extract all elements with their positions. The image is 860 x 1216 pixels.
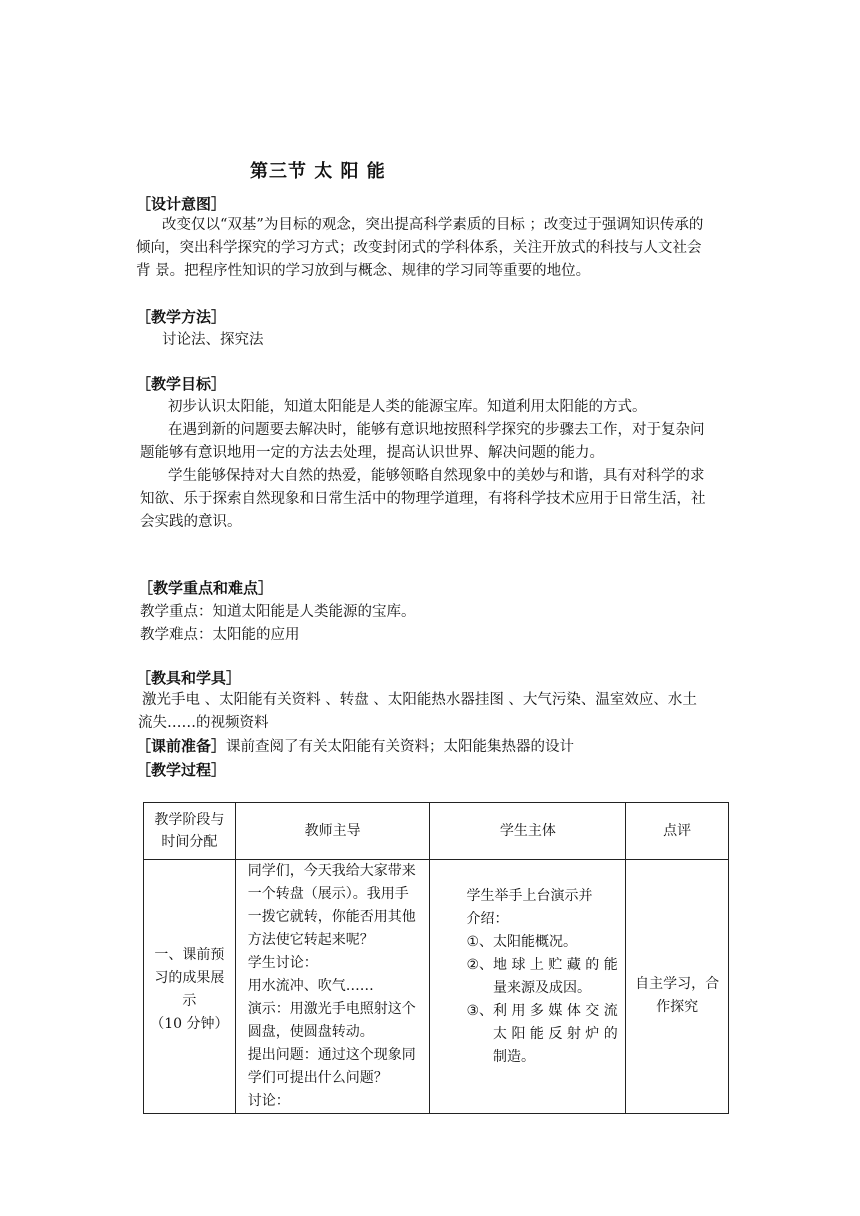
tools-line: 激光手电 、太阳能有关资料 、转盘 、太阳能热水器挂图 、大气污染、温室效应、水土 <box>142 692 697 708</box>
header-comment: 点评 <box>626 803 729 860</box>
design-paragraph <box>136 214 703 283</box>
teacher-line: 同学们，今天我给大家带来 <box>247 863 416 879</box>
goals-heading: ［教学目标］ <box>136 375 227 393</box>
prep-text: 课前查阅了有关太阳能有关资料；太阳能集热器的设计 <box>226 739 575 755</box>
item-line: 、利 用 多 媒 体 交 流 <box>479 1003 618 1019</box>
student-intro: 学生举手上台演示并 <box>466 888 593 904</box>
goals-line: 在遇到新的问题要去解决时，能够有意识地按照科学探究的步骤去工作，对于复杂问 <box>168 422 705 438</box>
prep-heading: ［课前准备］ <box>136 737 227 755</box>
teacher-line: 圆盘，使圆盘转动。 <box>247 1024 374 1040</box>
comment-cell <box>626 860 729 1114</box>
teacher-line: 方法使它转起来呢？ <box>247 932 374 948</box>
goals-line: 题能够有意识地用一定的方法去处理，提高认识世界、解决问题的能力。 <box>140 445 604 461</box>
keypoints-heading: ［教学重点和难点］ <box>138 579 274 597</box>
header-stage-label: 教学阶段与 时间分配 <box>154 812 225 850</box>
item-line: 制造。 <box>493 1049 536 1065</box>
table-row <box>144 860 729 1114</box>
tools-heading: ［教具和学具］ <box>136 669 242 687</box>
teacher-line: 演示：用激光手电照射这个 <box>247 1001 416 1017</box>
comment-line: 作探究 <box>656 998 699 1015</box>
prep-row <box>136 739 574 755</box>
stage-cell <box>144 860 236 1114</box>
goals-line: 初步认识太阳能，知道太阳能是人类的能源宝库。知道利用太阳能的方式。 <box>168 399 647 415</box>
teacher-line: 学们可提出什么问题？ <box>247 1070 388 1086</box>
method-text: 讨论法、探究法 <box>162 332 264 348</box>
tools-line: 流失……的视频资料 <box>138 715 269 731</box>
student-intro2: 介绍： <box>466 911 509 927</box>
teacher-line: 提出问题：通过这个现象同 <box>247 1047 416 1063</box>
tools-paragraph <box>138 689 697 735</box>
process-heading: ［教学过程］ <box>136 761 227 779</box>
comment-line: 自主学习，合 <box>635 975 720 992</box>
goals-paragraph <box>140 396 706 534</box>
teacher-cell <box>235 860 430 1114</box>
header-teacher: 教师主导 <box>235 803 430 860</box>
teacher-line: 一个转盘（展示）。我用手 <box>247 886 409 902</box>
header-stage <box>144 803 236 860</box>
item-line: 太 阳 能 反 射 炉 的 <box>493 1026 618 1042</box>
design-line: 倾向，突出科学探究的学习方式；改变封闭式的学科体系，关注开放式的科技与人文社会 <box>136 240 702 256</box>
item-number: ③ <box>466 1003 480 1019</box>
item-number: ② <box>466 957 480 973</box>
student-cell <box>430 860 626 1114</box>
stage-line: 一、课前预 <box>154 946 225 963</box>
item-line: 、太阳能概况。 <box>479 934 578 950</box>
header-student: 学生主体 <box>430 803 626 860</box>
teacher-line: 讨论： <box>247 1093 290 1109</box>
goals-line: 知欲、乐于探索自然现象和日常生活中的物理学道理，有将科学技术应用于日常生活，社 <box>140 491 706 507</box>
table-header-row <box>144 803 729 860</box>
design-heading: ［设计意图］ <box>136 195 227 213</box>
keypoints-difficulty: 教学难点：太阳能的应用 <box>140 627 300 643</box>
teacher-line: 用水流冲、吹气…… <box>247 978 374 994</box>
teacher-line: 一拨它就转，你能否用其他 <box>247 909 416 925</box>
keypoints-focus: 教学重点：知道太阳能是人类能源的宝库。 <box>140 604 416 620</box>
teacher-line: 学生讨论： <box>247 955 318 971</box>
process-table <box>143 802 729 1114</box>
method-heading: ［教学方法］ <box>136 308 227 326</box>
stage-line: （10 分钟） <box>150 1015 229 1032</box>
design-line: 背 景。把程序性知识的学习放到与概念、规律的学习同等重要的地位。 <box>136 263 591 279</box>
student-item <box>466 954 625 1000</box>
student-item <box>466 931 625 954</box>
item-number: ① <box>466 934 480 950</box>
goals-line: 学生能够保持对大自然的热爱，能够领略自然现象中的美妙与和谐，具有对科学的求 <box>168 468 705 484</box>
student-item <box>466 1000 625 1069</box>
stage-line: 习的成果展 <box>154 969 225 986</box>
page-title: 第三节 太 阳 能 <box>250 161 386 182</box>
goals-line: 会实践的意识。 <box>140 514 242 530</box>
design-line: 改变仅以“双基”为目标的观念，突出提高科学素质的目标 ；改变过于强调知识传承的 <box>162 217 704 233</box>
stage-line: 示 <box>182 992 197 1009</box>
item-line: 量来源及成因。 <box>493 980 592 996</box>
item-line: 、地 球 上 贮 藏 的 能 <box>479 957 618 973</box>
